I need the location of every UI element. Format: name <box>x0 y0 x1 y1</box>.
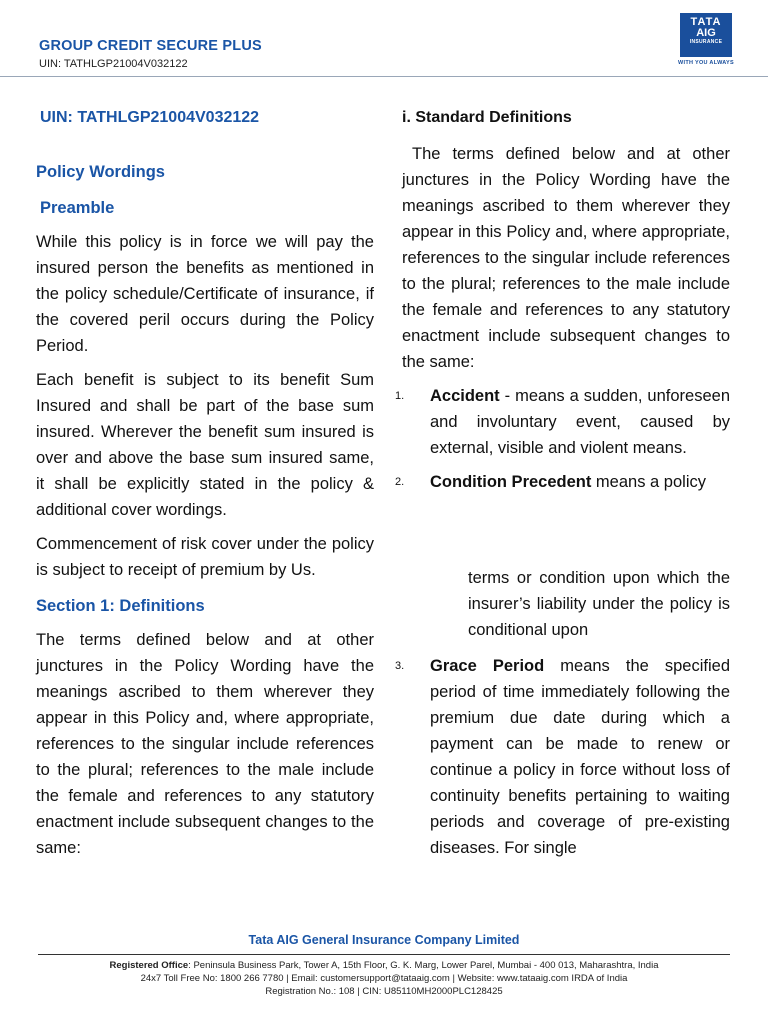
logo-tagline: WITH YOU ALWAYS <box>678 60 734 66</box>
definition-item-grace-period <box>395 653 730 861</box>
footer-office-address: : Peninsula Business Park, Tower A, 15th Floor, G. K. Marg, Lower Parel, Mumbai - 400 013, Maharashtra, India <box>188 960 659 971</box>
definition-number: 1. <box>395 390 405 402</box>
definition-term: Accident <box>430 387 500 405</box>
right-column <box>395 103 730 861</box>
definition-item-accident <box>395 383 730 461</box>
definitions-intro-paragraph: The terms defined below and at other junctures in the Policy Wording have the meanings ascribed to them wherever they appear in this Policy and, where appropriate, references to the singular include references to the plural; references to the male include the female and references to any statutory enactment include subsequent changes to the same: <box>36 631 374 857</box>
definition-item-condition-precedent <box>395 469 730 495</box>
left-column <box>36 103 374 861</box>
logo-line-3: INSURANCE <box>689 39 723 45</box>
definition-text: means a policy <box>591 473 706 491</box>
policy-wordings-heading: Policy Wordings <box>36 163 165 181</box>
footer-contact: 24x7 Toll Free No: 1800 266 7780 | Email: customersupport@tataaig.com | Website: www.tataaig.com IRDA of India <box>140 973 628 984</box>
header-divider <box>0 76 768 77</box>
preamble-paragraph-1: While this policy is in force we will pay the insured person the benefits as mentioned in the policy schedule/Certificate of insurance, if the covered peril occurs during the Policy Period. <box>36 233 374 355</box>
preamble-paragraph-2: Each benefit is subject to its benefit Sum Insured and shall be part of the base sum insured. Wherever the benefit sum insured is over and above the base sum insured same, it shall be explicitly stated in the policy & additional cover wordings. <box>36 371 374 519</box>
footer-details <box>0 959 768 998</box>
definition-continuation: terms or condition upon which the insurer’s liability under the policy is conditional upon <box>468 569 730 639</box>
definition-number: 3. <box>395 660 405 672</box>
preamble-paragraph-3: Commencement of risk cover under the policy is subject to receipt of premium by Us. <box>36 535 374 579</box>
definition-text: means the specified period of time immediately following the premium due date during which a payment can be made to renew or continue a policy in force without loss of continuity benefits pertaining to waiting periods and coverage of pre-existing diseases. For single <box>430 657 730 857</box>
definition-term: Grace Period <box>430 657 545 675</box>
uin-heading: UIN: TATHLGP21004V032122 <box>40 109 260 126</box>
footer-office-label: Registered Office <box>109 960 189 971</box>
logo-line-1: TATA <box>690 16 722 28</box>
definition-number: 2. <box>395 476 405 488</box>
logo-badge <box>680 13 732 57</box>
document-title: GROUP CREDIT SECURE PLUS <box>39 38 262 54</box>
footer-registered-office <box>0 959 768 972</box>
standard-definitions-intro: The terms defined below and at other junctures in the Policy Wording have the meanings ascribed to them wherever they appear in this Policy and, where appropriate, references to the singular include references to the plural; references to the male include the female and references to any statutory enactment include subsequent changes to the same: <box>402 145 730 371</box>
definition-term: Condition Precedent <box>430 473 592 491</box>
footer-company-name: Tata AIG General Insurance Company Limited <box>248 933 520 947</box>
preamble-heading: Preamble <box>40 199 115 217</box>
footer-registration: Registration No.: 108 | CIN: U85110MH2000PLC128425 <box>265 986 503 997</box>
section-1-heading: Section 1: Definitions <box>36 597 205 615</box>
page-header <box>0 0 768 80</box>
logo-line-2: AIG <box>696 27 716 39</box>
document-uin: UIN: TATHLGP21004V032122 <box>39 58 188 70</box>
definition-text: - means a sudden, unforeseen and involuntary event, caused by external, visible and violent means. <box>430 387 730 457</box>
standard-definitions-heading: i. Standard Definitions <box>402 109 572 126</box>
footer-divider <box>38 954 730 955</box>
tata-aig-logo <box>676 13 736 69</box>
